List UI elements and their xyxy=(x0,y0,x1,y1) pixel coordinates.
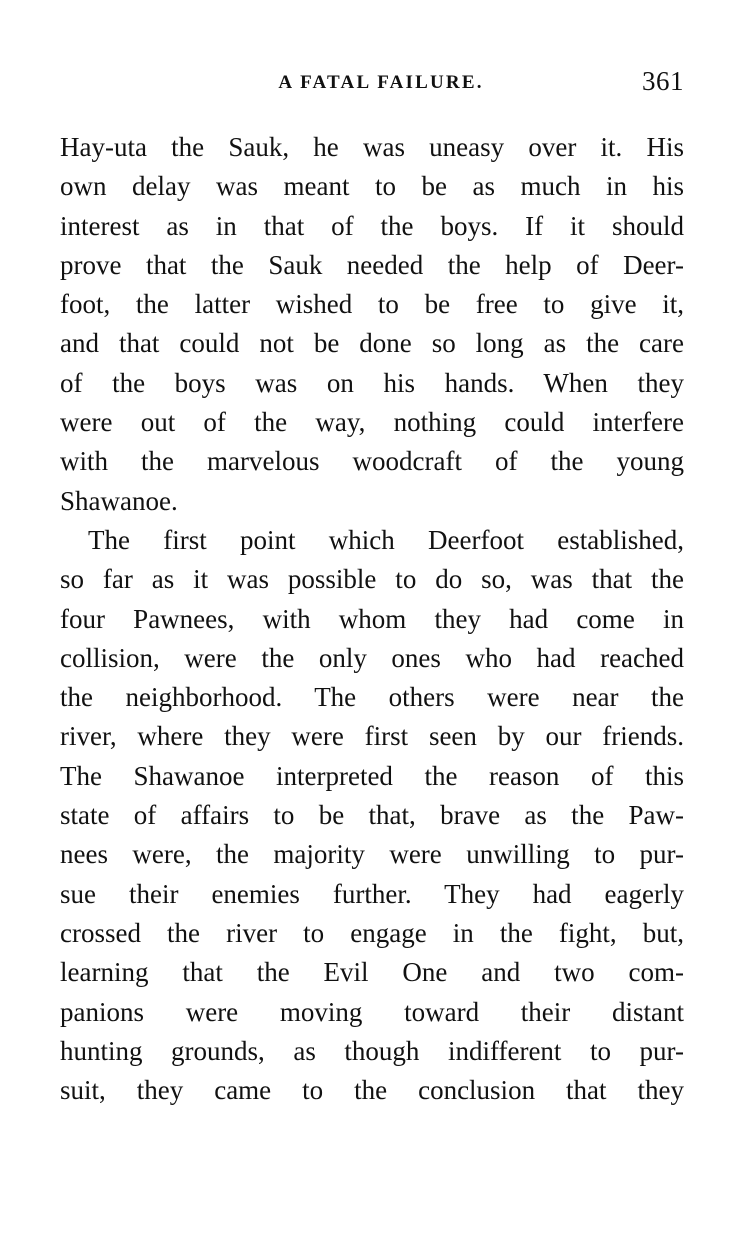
text-line: own delay was meant to be as much in his xyxy=(60,171,684,202)
text-line: and that could not be done so long as the care xyxy=(60,328,684,359)
text-line: The Shawanoe interpreted the reason of this xyxy=(60,760,684,791)
text-line: state of affairs to be that, brave as the Paw- xyxy=(60,800,684,831)
text-line: Shawanoe. xyxy=(60,485,178,516)
text-line: river, where they were first seen by our friends. xyxy=(60,721,684,752)
text-line: prove that the Sauk needed the help of Deer- xyxy=(60,249,684,280)
paragraph-1 xyxy=(60,128,684,521)
text-line: sue their enemies further. They had eagerly xyxy=(60,878,684,909)
running-head xyxy=(60,66,684,102)
text-line: nees were, the majority were unwilling to pur- xyxy=(60,839,684,870)
text-line: four Pawnees, with whom they had come in xyxy=(60,603,684,634)
text-line: learning that the Evil One and two com- xyxy=(60,957,684,988)
text-line: of the boys was on his hands. When they xyxy=(60,367,684,398)
text-line: were out of the way, nothing could interfere xyxy=(60,407,684,438)
text-line: so far as it was possible to do so, was that the xyxy=(60,564,684,595)
text-line: suit, they came to the conclusion that they xyxy=(60,1075,684,1106)
text-line: The first point which Deerfoot established, xyxy=(88,524,684,555)
page-number: 361 xyxy=(642,66,684,96)
paragraph-2 xyxy=(60,521,684,1110)
body-text xyxy=(60,128,684,1110)
text-line: panions were moving toward their distant xyxy=(60,996,684,1027)
text-line: foot, the latter wished to be free to give it, xyxy=(60,289,684,320)
text-line: collision, were the only ones who had reached xyxy=(60,642,684,673)
text-line: hunting grounds, as though indifferent to pur- xyxy=(60,1035,684,1066)
text-line: with the marvelous woodcraft of the young xyxy=(60,446,684,477)
text-line: the neighborhood. The others were near the xyxy=(60,682,684,713)
running-title: A FATAL FAILURE. xyxy=(278,72,484,93)
text-line: Hay-uta the Sauk, he was uneasy over it. His xyxy=(60,132,684,162)
text-line: crossed the river to engage in the fight, but, xyxy=(60,917,684,948)
text-line: interest as in that of the boys. If it should xyxy=(60,210,684,241)
